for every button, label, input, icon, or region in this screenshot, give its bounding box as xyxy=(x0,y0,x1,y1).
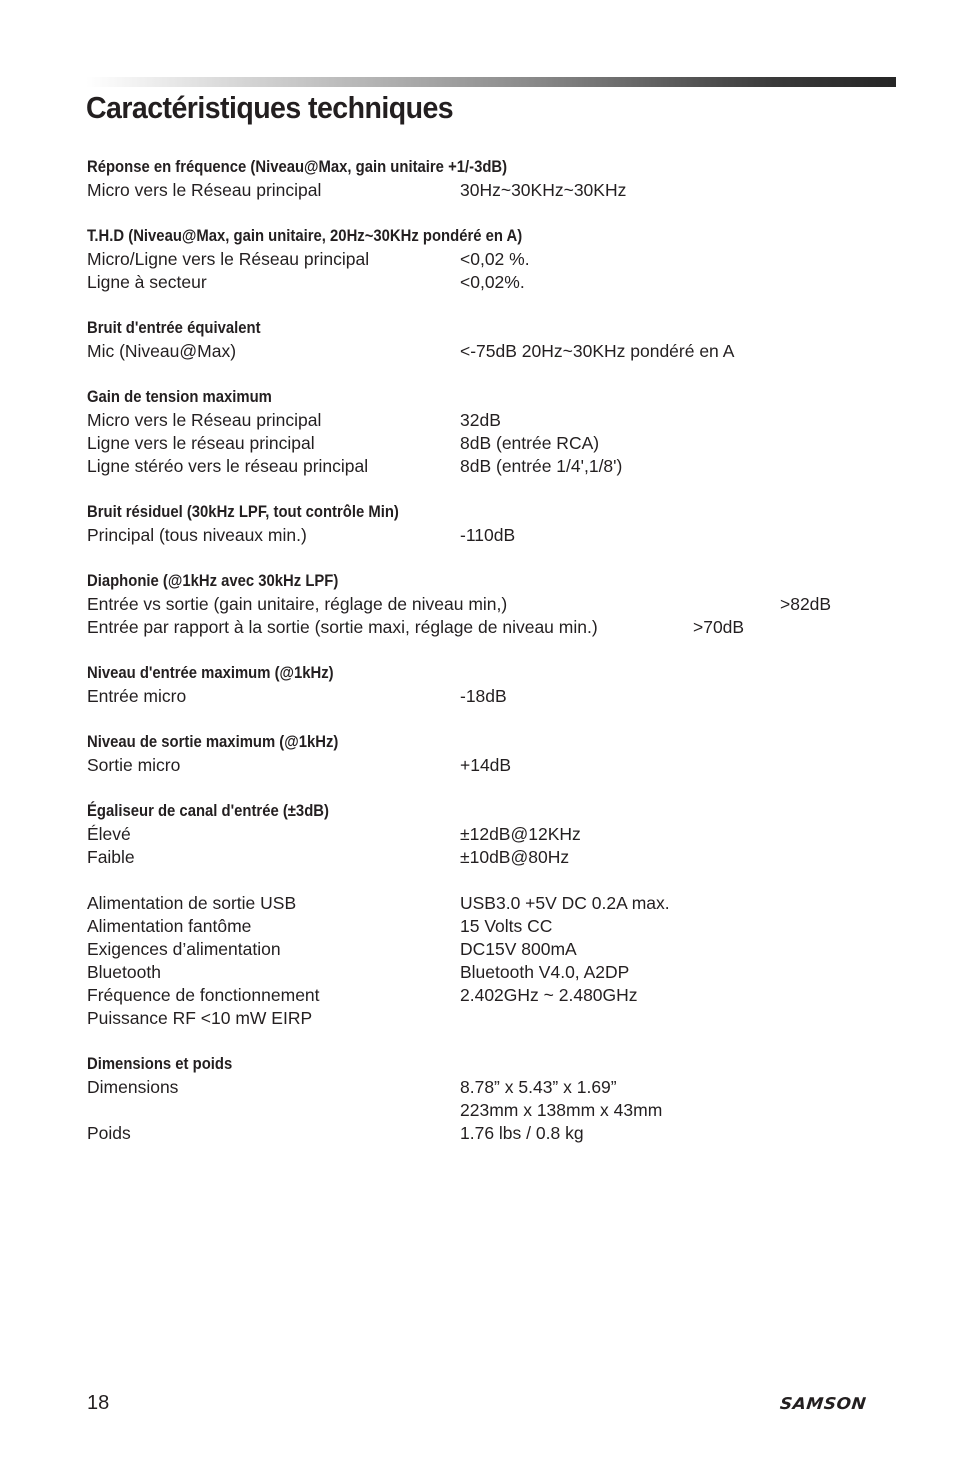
spec-row xyxy=(87,846,897,869)
spec-label: Principal (tous niveaux min.) xyxy=(87,525,307,545)
spec-label: Ligne à secteur xyxy=(87,272,207,292)
spec-value: <0,02 %. xyxy=(460,249,530,269)
spec-label: Micro/Ligne vers le Réseau principal xyxy=(87,249,370,269)
spec-section-max-gain xyxy=(87,386,897,478)
spec-row xyxy=(87,616,897,639)
spec-value: <0,02%. xyxy=(460,272,525,292)
spec-section-residual-noise xyxy=(87,501,897,547)
spec-row xyxy=(87,1007,897,1030)
spec-row xyxy=(87,248,897,271)
spec-row xyxy=(87,179,897,202)
spec-value: 8dB (entrée 1/4',1/8') xyxy=(460,456,623,476)
spec-value: Bluetooth V4.0, A2DP xyxy=(460,962,630,982)
spec-row xyxy=(87,271,897,294)
spec-label: Alimentation de sortie USB xyxy=(87,893,297,913)
spec-label: Exigences d’alimentation xyxy=(87,939,281,959)
spec-label: Ligne vers le réseau principal xyxy=(87,433,315,453)
spec-row xyxy=(87,961,897,984)
spec-row xyxy=(87,984,897,1007)
spec-label: Fréquence de fonctionnement xyxy=(87,985,320,1005)
spec-label: Poids xyxy=(87,1123,131,1143)
spec-label: Mic (Niveau@Max) xyxy=(87,341,237,361)
spec-value: >70dB xyxy=(693,617,745,637)
section-heading: Diaphonie (@1kHz avec 30kHz LPF) xyxy=(87,572,339,590)
spec-label: Dimensions xyxy=(87,1077,179,1097)
spec-label: Alimentation fantôme xyxy=(87,916,252,936)
spec-row xyxy=(87,1099,897,1122)
spec-section-power xyxy=(87,892,897,1030)
spec-label: Faible xyxy=(87,847,135,867)
spec-row xyxy=(87,1122,897,1145)
spec-row xyxy=(87,340,897,363)
spec-label: Entrée par rapport à la sortie (sortie maxi, réglage de niveau min.) xyxy=(87,617,598,637)
section-heading: Égaliseur de canal d'entrée (±3dB) xyxy=(87,802,329,820)
spec-row xyxy=(87,915,897,938)
spec-label: Élevé xyxy=(87,824,131,844)
spec-row xyxy=(87,685,897,708)
section-heading: T.H.D (Niveau@Max, gain unitaire, 20Hz~30KHz pondéré en A) xyxy=(87,227,523,245)
spec-label: Ligne stéréo vers le réseau principal xyxy=(87,456,369,476)
spec-value: 1.76 lbs / 0.8 kg xyxy=(460,1123,584,1143)
spec-label: Entrée micro xyxy=(87,686,187,706)
spec-row xyxy=(87,938,897,961)
spec-value: 2.402GHz ~ 2.480GHz xyxy=(460,985,638,1005)
spec-value: +14dB xyxy=(460,755,512,775)
spec-value: <-75dB 20Hz~30KHz pondéré en A xyxy=(460,341,735,361)
spec-value: ±10dB@80Hz xyxy=(460,847,570,867)
samson-logo: SAMSON xyxy=(779,1394,868,1414)
spec-label: Micro vers le Réseau principal xyxy=(87,410,322,430)
spec-value: -18dB xyxy=(460,686,507,706)
spec-section-frequency-response xyxy=(87,156,897,202)
spec-section-max-input-level xyxy=(87,662,897,708)
spec-row xyxy=(87,754,897,777)
spec-row xyxy=(87,524,897,547)
spec-label: Sortie micro xyxy=(87,755,181,775)
spec-section-channel-eq xyxy=(87,800,897,869)
spec-label: Micro vers le Réseau principal xyxy=(87,180,322,200)
spec-value: >82dB xyxy=(780,594,832,614)
spec-row xyxy=(87,432,897,455)
section-heading: Réponse en fréquence (Niveau@Max, gain unitaire +1/-3dB) xyxy=(87,158,508,176)
spec-value: -110dB xyxy=(460,525,516,545)
spec-row xyxy=(87,409,897,432)
spec-value: 8dB (entrée RCA) xyxy=(460,433,600,453)
spec-label: Puissance RF <10 mW EIRP xyxy=(87,1008,313,1028)
page-title: Caractéristiques techniques xyxy=(86,90,454,125)
spec-section-dimensions-weight xyxy=(87,1053,897,1145)
spec-row xyxy=(87,593,897,616)
spec-section-input-noise xyxy=(87,317,897,363)
spec-label: Bluetooth xyxy=(87,962,161,982)
spec-value: 32dB xyxy=(460,410,501,430)
section-heading: Niveau d'entrée maximum (@1kHz) xyxy=(87,664,334,682)
section-heading: Niveau de sortie maximum (@1kHz) xyxy=(87,733,339,751)
spec-value: 8.78” x 5.43” x 1.69” xyxy=(460,1077,617,1097)
page-number: 18 xyxy=(87,1392,110,1414)
section-heading: Dimensions et poids xyxy=(87,1055,233,1073)
spec-value: DC15V 800mA xyxy=(460,939,577,959)
spec-row xyxy=(87,455,897,478)
spec-list xyxy=(87,156,897,1168)
section-heading: Bruit résiduel (30kHz LPF, tout contrôle Min) xyxy=(87,503,399,521)
spec-section-crosstalk xyxy=(87,570,897,639)
section-heading: Gain de tension maximum xyxy=(87,388,272,406)
spec-section-thd xyxy=(87,225,897,294)
spec-value: ±12dB@12KHz xyxy=(460,824,581,844)
spec-value: 30Hz~30KHz~30KHz xyxy=(460,180,627,200)
section-heading: Bruit d'entrée équivalent xyxy=(87,319,261,337)
spec-section-max-output-level xyxy=(87,731,897,777)
spec-row xyxy=(87,1076,897,1099)
spec-value: 223mm x 138mm x 43mm xyxy=(460,1100,663,1120)
spec-row xyxy=(87,823,897,846)
spec-value: 15 Volts CC xyxy=(460,916,553,936)
header-gradient-bar xyxy=(86,77,896,87)
spec-label: Entrée vs sortie (gain unitaire, réglage de niveau min,) xyxy=(87,594,508,614)
spec-value: USB3.0 +5V DC 0.2A max. xyxy=(460,893,670,913)
spec-row xyxy=(87,892,897,915)
